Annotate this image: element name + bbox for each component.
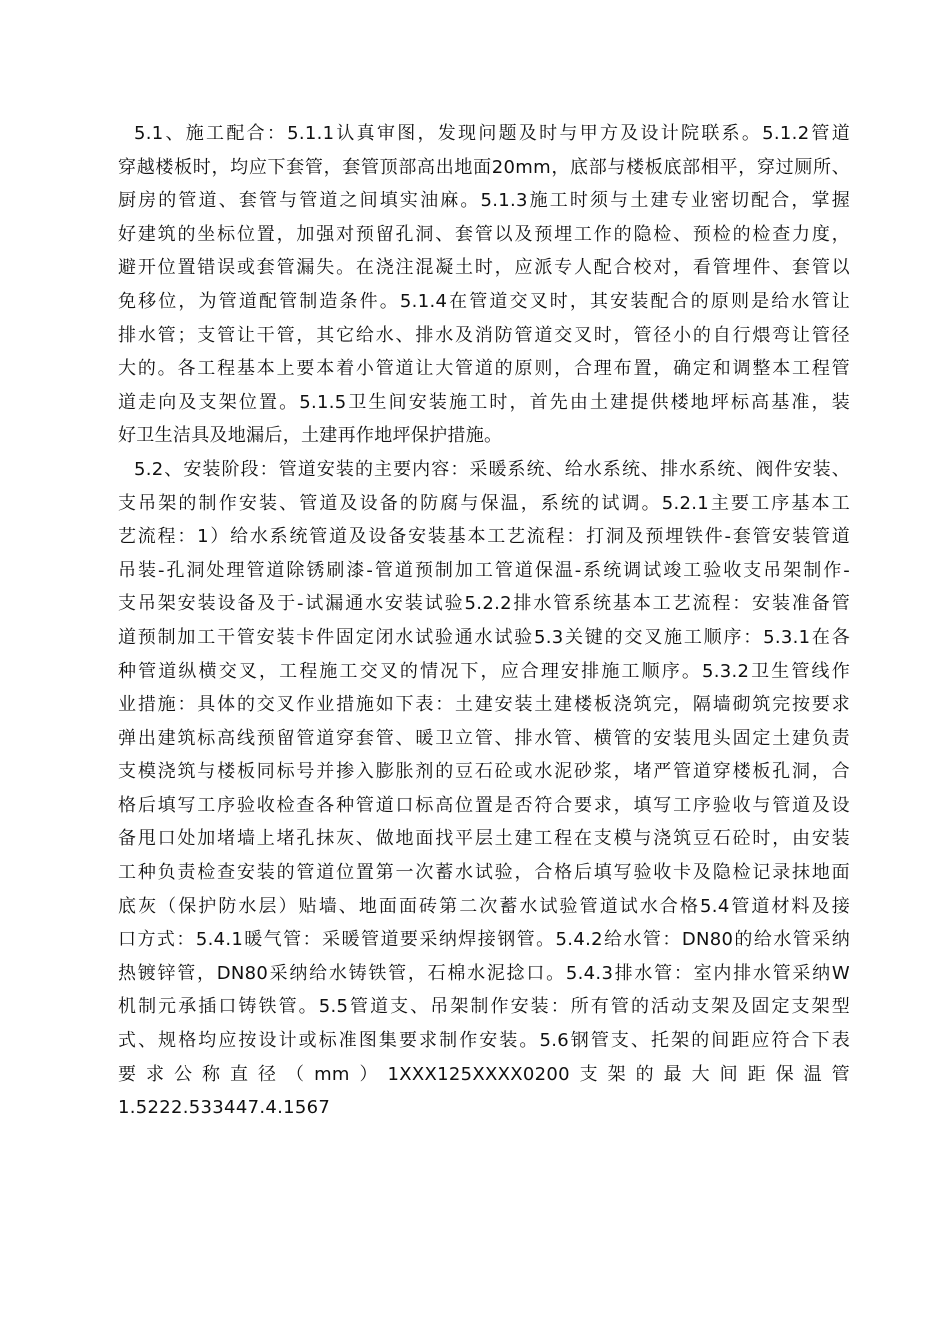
text-line: 机制元承插口铸铁管。5.5管道支、吊架制作安装：所有管的活动支架及固定支架型 [118,996,850,1018]
text-line: 大的。各工程基本上要本着小管道让大管道的原则，合理布置，确定和调整本工程管 [118,358,850,380]
text-line: 免移位，为管道配管制造条件。5.1.4在管道交叉时，其安装配合的原则是给水管让 [118,290,850,312]
text-line: 式、规格均应按设计或标准图集要求制作安装。5.6钢管支、托架的间距应符合下表 [118,1030,850,1052]
text-line: 道走向及支架位置。5.1.5卫生间安装施工时，首先由土建提供楼地坪标高基准，装 [118,391,850,413]
text-line: 5.2、安装阶段：管道安装的主要内容：采暖系统、给水系统、排水系统、阀件安装、 [134,458,850,480]
text-line: 支吊架的制作安装、管道及设备的防腐与保温，系统的试调。5.2.1主要工序基本工 [118,492,850,514]
text-line: 吊装-孔洞处理管道除锈刷漆-管道预制加工管道保温-系统调试竣工验收支吊架制作- [118,559,850,581]
text-line: 好卫生洁具及地漏后，土建再作地坪保护措施。 [118,425,503,447]
text-line: 避开位置错误或套管漏失。在浇注混凝土时，应派专人配合校对，看管埋件、套管以 [118,257,850,279]
text-line: 艺流程：1）给水系统管道及设备安装基本工艺流程：打洞及预埋铁件-套管安装管道 [118,526,850,548]
paragraph-5-2 [118,453,850,1119]
text-line: 业措施：具体的交叉作业措施如下表：土建安装土建楼板浇筑完，隔墙砌筑完按要求 [118,694,850,716]
paragraph-5-1 [118,117,850,453]
text-line: 格后填写工序验收检查各种管道口标高位置是否符合要求，填写工序验收与管道及设 [118,794,850,816]
text-line: 排水管；支管让干管，其它给水、排水及消防管道交叉时，管径小的自行煨弯让管径 [118,324,850,346]
text-line: 要求公称直径（mm）1XXX125XXXX0200支架的最大间距保温管1.5222.533447.4.1567 [118,1063,850,1119]
text-line: 备甩口处加堵墙上堵孔抹灰、做地面找平层土建工程在支模与浇筑豆石砼时，由安装 [118,828,850,850]
text-line: 口方式：5.4.1暖气管：采暖管道要采纳焊接钢管。5.4.2给水管：DN80的给水管采纳 [118,929,850,951]
document-body [118,117,850,1119]
text-line: 好建筑的坐标位置，加强对预留孔洞、套管以及预埋工作的隐检、预检的检查力度， [118,223,850,245]
text-line: 工种负责检查安装的管道位置第一次蓄水试验，合格后填写验收卡及隐检记录抹地面 [118,862,850,884]
text-line: 厨房的管道、套管与管道之间填实油麻。5.1.3施工时须与土建专业密切配合，掌握 [118,190,850,212]
text-line: 热镀锌管，DN80采纳给水铸铁管，石棉水泥捻口。5.4.3排水管：室内排水管采纳W [118,962,850,984]
text-line: 支模浇筑与楼板同标号并掺入膨胀剂的豆石砼或水泥砂浆，堵严管道穿楼板孔洞，合 [118,761,850,783]
text-line: 穿越楼板时，均应下套管，套管顶部高出地面20mm，底部与楼板底部相平，穿过厕所、 [118,156,850,178]
text-line: 底灰（保护防水层）贴墙、地面面砖第二次蓄水试验管道试水合格5.4管道材料及接 [118,895,850,917]
text-line: 支吊架安装设备及于-试漏通水安装试验5.2.2排水管系统基本工艺流程：安装准备管 [118,593,850,615]
text-line: 道预制加工干管安装卡件固定闭水试验通水试验5.3关键的交叉施工顺序：5.3.1在各 [118,626,850,648]
text-line: 种管道纵横交叉，工程施工交叉的情况下，应合理安排施工顺序。5.3.2卫生管线作 [118,660,850,682]
text-line: 弹出建筑标高线预留管道穿套管、暖卫立管、排水管、横管的安装甩头固定土建负责 [118,727,850,749]
text-line: 5.1、施工配合：5.1.1认真审图，发现问题及时与甲方及设计院联系。5.1.2管道 [134,123,850,144]
